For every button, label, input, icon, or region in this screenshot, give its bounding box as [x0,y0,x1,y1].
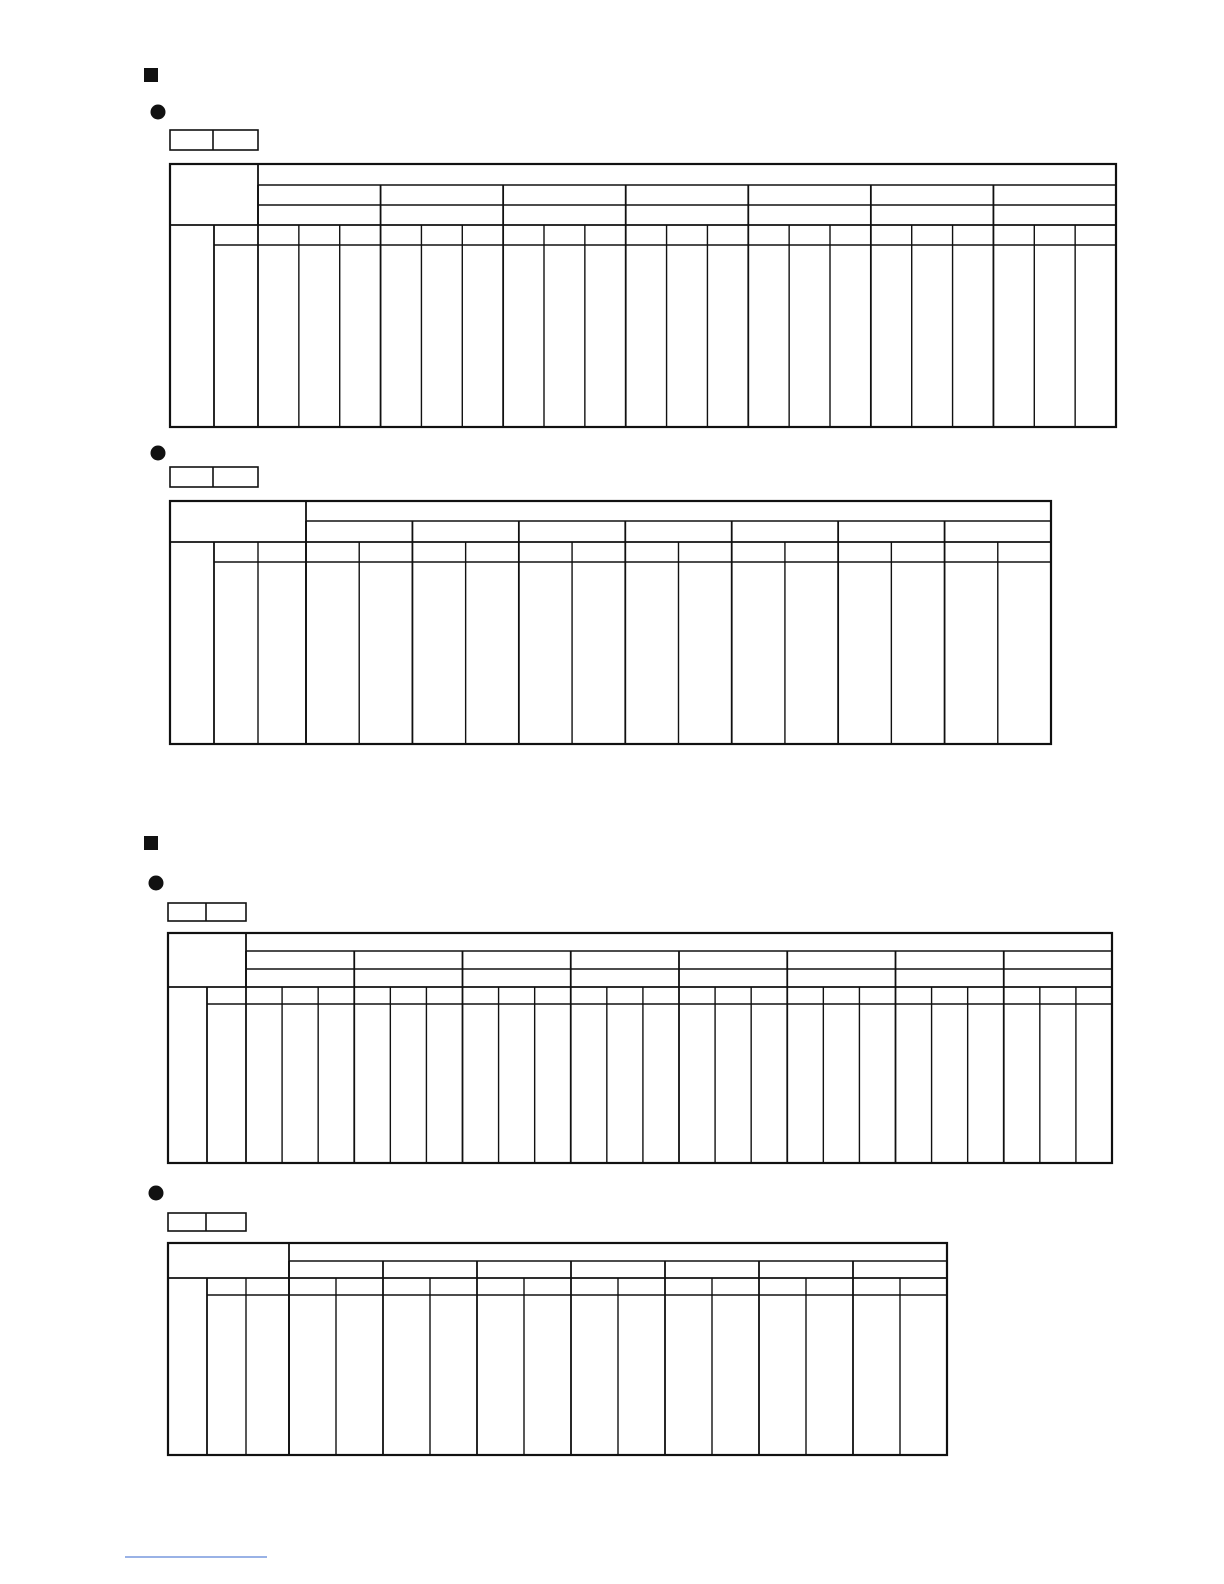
label-box [168,903,246,921]
circle-bullet-icon [151,446,166,461]
label-box [168,1213,246,1231]
circle-bullet-icon [149,876,164,891]
data-table [168,1243,947,1455]
data-table [170,501,1051,744]
square-bullet-icon [144,836,158,850]
label-box [170,130,258,150]
data-table [168,933,1112,1163]
circle-bullet-icon [149,1186,164,1201]
square-bullet-icon [144,68,158,82]
data-table [170,164,1116,427]
drawing-layer [125,68,1116,1557]
circle-bullet-icon [151,105,166,120]
label-box [170,467,258,487]
